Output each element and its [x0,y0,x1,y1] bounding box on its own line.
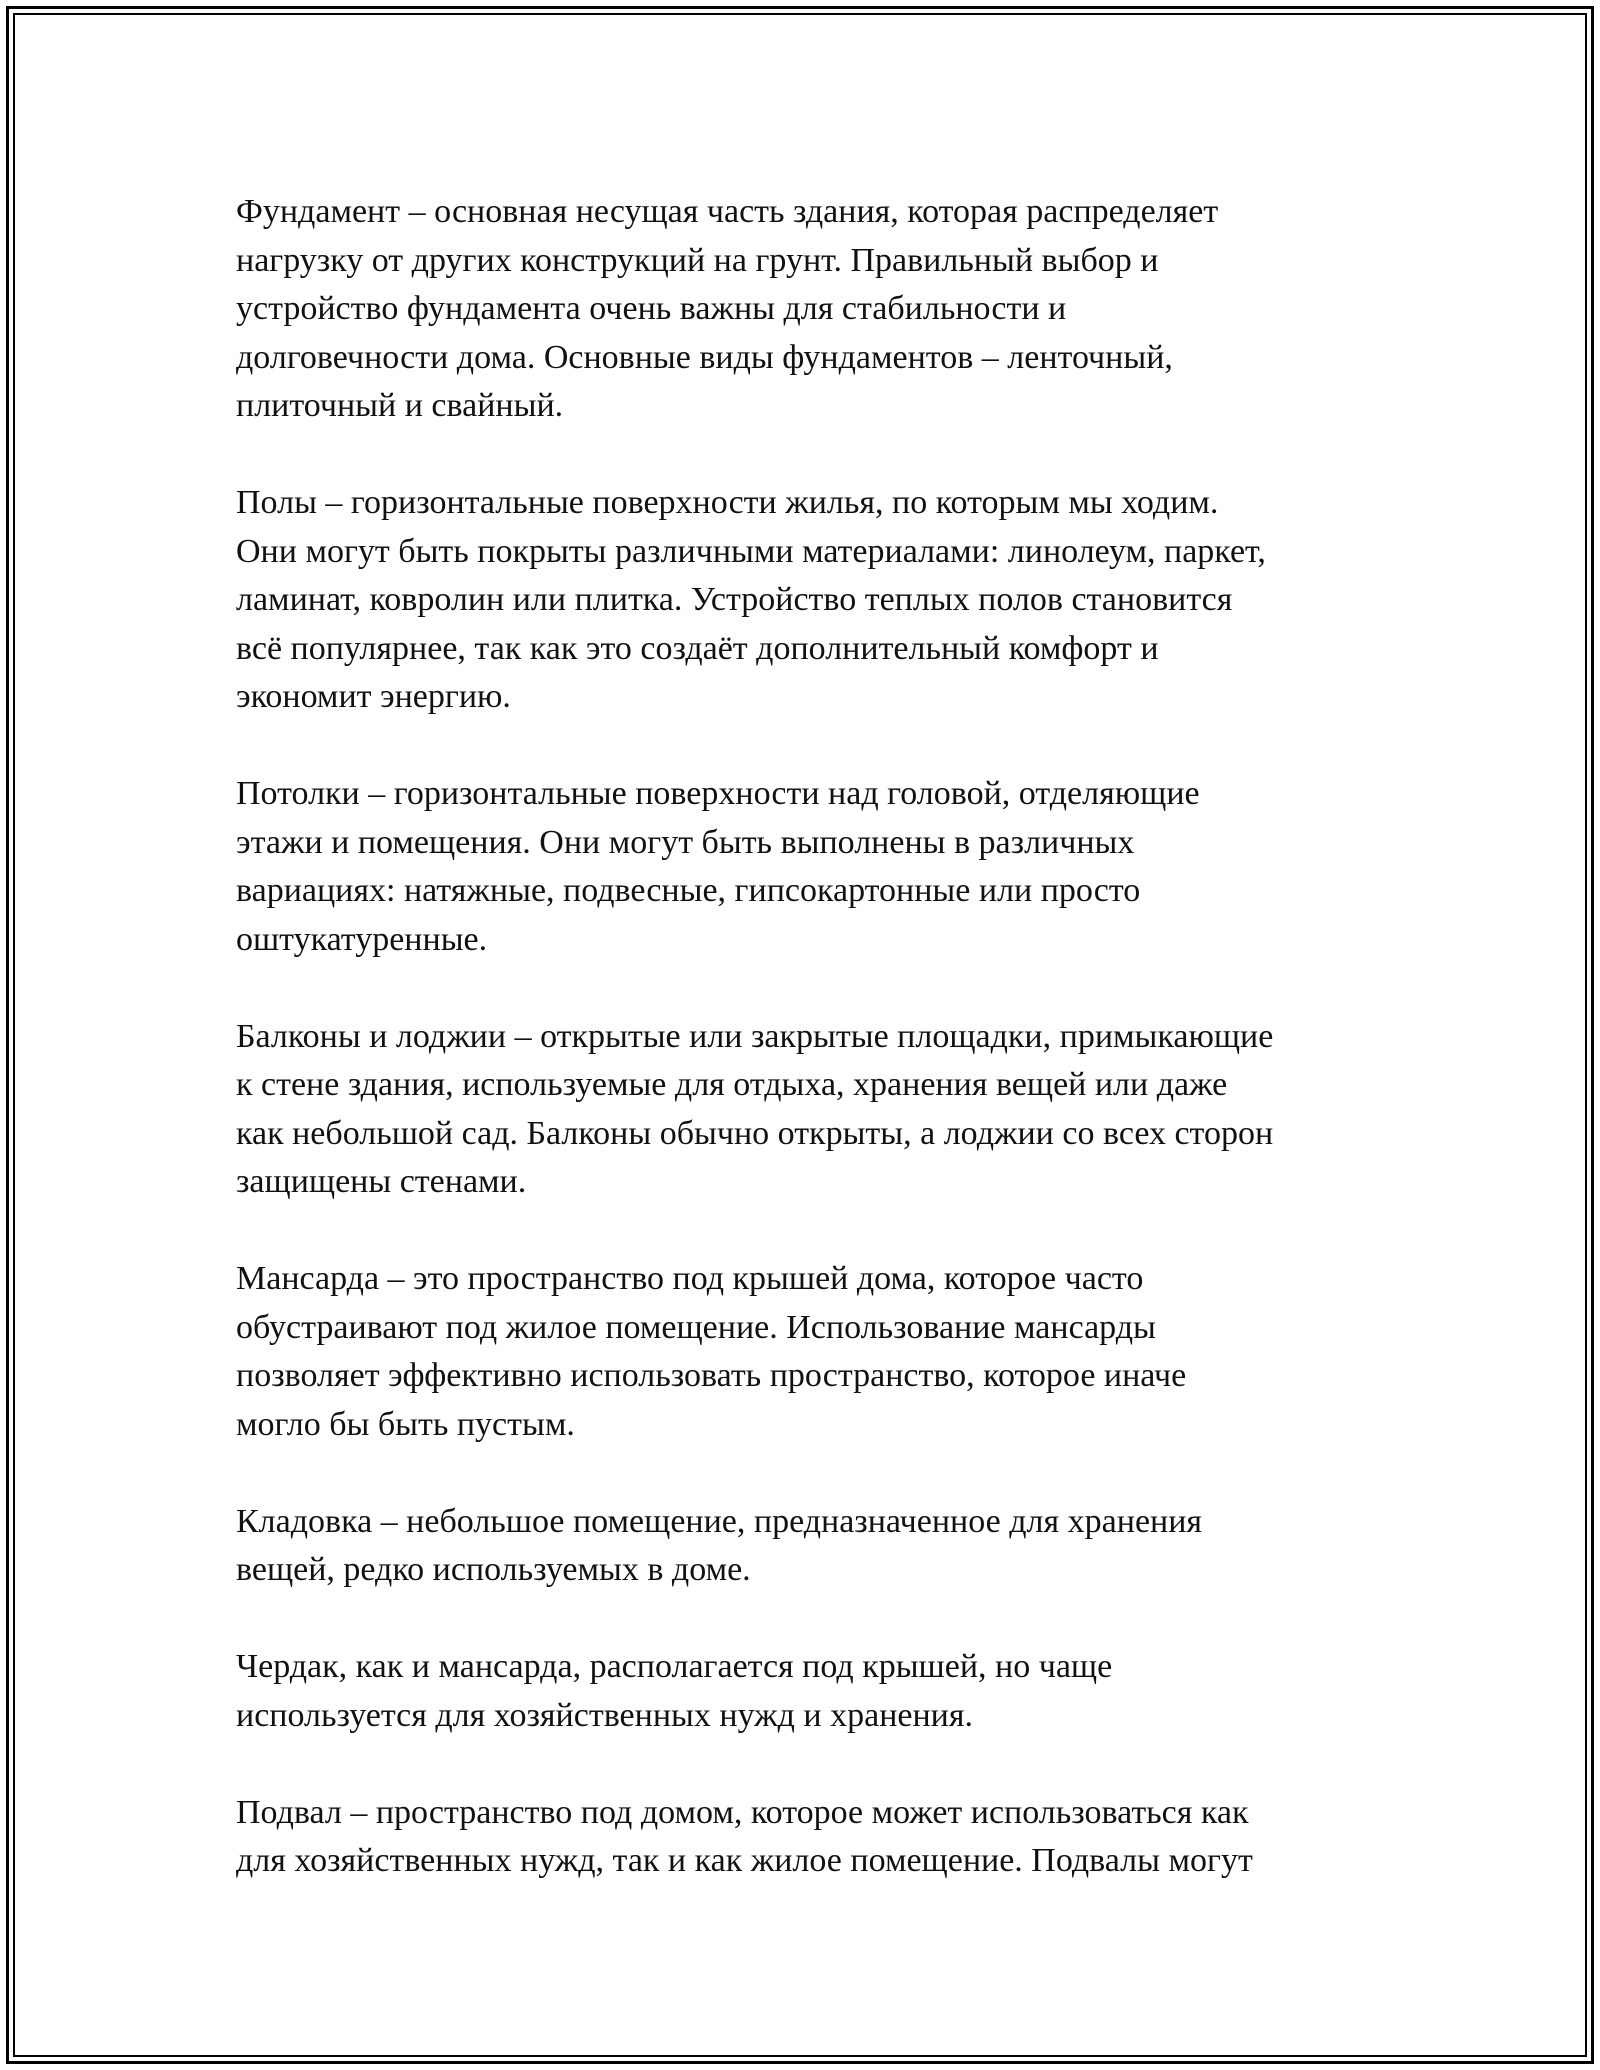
text-line: как небольшой сад. Балконы обычно открыты, а лоджии со всех сторон [236,1114,1274,1152]
text-line: Мансарда – это пространство под крышей дома, которое часто [236,1260,1144,1297]
text-line: для хозяйственных нужд, так и как жилое помещение. Подвалы могут [236,1842,1253,1879]
text-line: всё популярнее, так как это создаёт дополнительный комфорт и [236,629,1159,667]
text-line: этажи и помещения. Они могут быть выполнены в различных [236,823,1135,861]
text-line: защищены стенами. [236,1163,527,1200]
text-line: Балконы и лоджии – открытые или закрытые площадки, примыкающие [236,1017,1274,1055]
text-line: используется для хозяйственных нужд и хранения. [236,1696,974,1734]
text-line: к стене здания, используемые для отдыха, хранения вещей или даже [236,1066,1228,1103]
paragraph-floors [236,479,1386,722]
paragraph-attic-room [236,1255,1386,1449]
text-line: нагрузку от других конструкций на грунт. Правильный выбор и [236,241,1159,279]
text-line: вариациях: натяжные, подвесные, гипсокартонные или просто [236,872,1141,909]
text-line: устройство фундамента очень важны для стабильности и [236,290,1067,327]
document-body [236,188,1386,1934]
text-line: Подвал – пространство под домом, которое может использоваться как [236,1793,1249,1831]
paragraph-foundation [236,188,1386,431]
paragraph-pantry [236,1498,1386,1595]
text-line: Чердак, как и мансарда, располагается под крышей, но чаще [236,1648,1113,1685]
text-line: Они могут быть покрыты различными материалами: линолеум, паркет, [236,532,1266,570]
text-line: Потолки – горизонтальные поверхности над головой, отделяющие [236,775,1200,812]
text-line: Полы – горизонтальные поверхности жилья, по которым мы ходим. [236,484,1219,521]
text-line: экономит энергию. [236,678,511,715]
text-line: позволяет эффективно использовать пространство, которое иначе [236,1357,1187,1394]
paragraph-attic [236,1643,1386,1740]
text-line: Кладовка – небольшое помещение, предназначенное для хранения [236,1502,1203,1540]
text-line: ламинат, ковролин или плитка. Устройство теплых полов становится [236,581,1233,618]
paragraph-ceilings [236,770,1386,964]
paragraph-basement [236,1789,1386,1886]
text-line: вещей, редко используемых в доме. [236,1551,751,1588]
text-line: Фундамент – основная несущая часть здания, которая распределяет [236,193,1219,230]
text-line: могло бы быть пустым. [236,1405,575,1443]
paragraph-balconies [236,1013,1386,1207]
text-line: оштукатуренные. [236,920,488,958]
text-line: обустраивают под жилое помещение. Использование мансарды [236,1308,1156,1346]
text-line: долговечности дома. Основные виды фундаментов – ленточный, [236,338,1173,376]
text-line: плиточный и свайный. [236,387,564,424]
